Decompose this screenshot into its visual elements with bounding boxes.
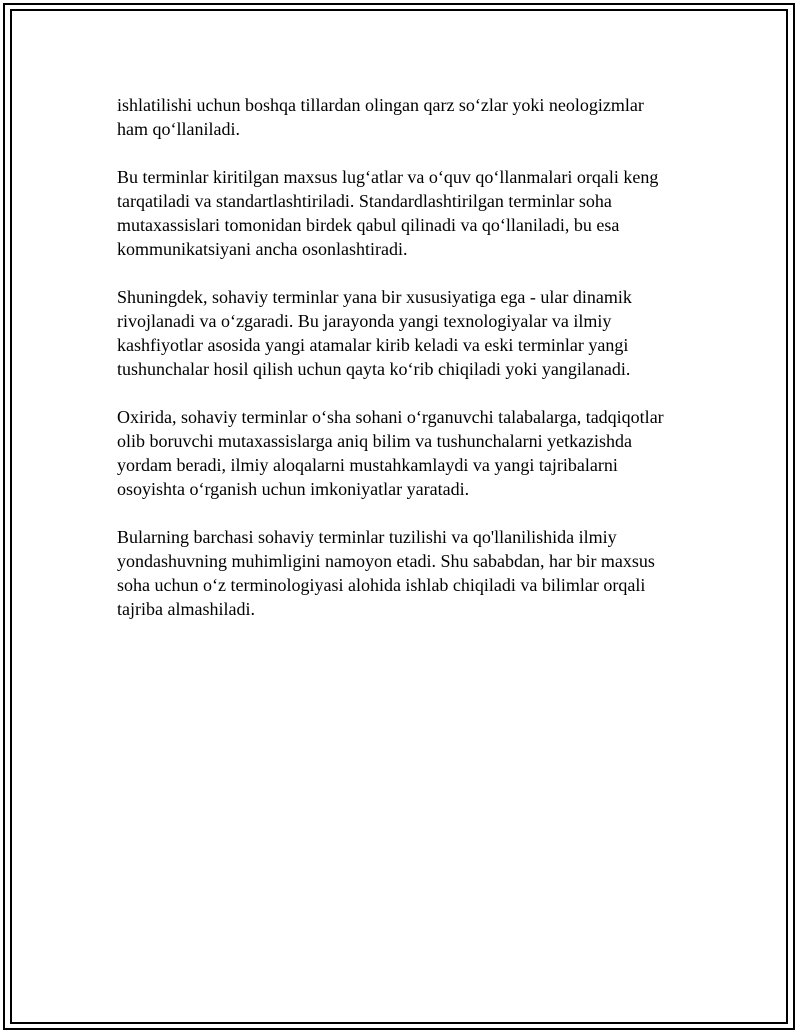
paragraph-4: Oxirida, sohaviy terminlar o‘sha sohani o‘rganuvchi talabalarga, tadqiqotlar olib boruvchi mutaxassislarga aniq bilim va tushunchalarni yetkazishda yordam beradi, ilmiy aloqalarni mustahkamlaydi va yangi tajribalarni osoyishta o‘rganish uchun imkoniyatlar yaratadi. bbox=[117, 407, 664, 499]
paragraph-5: Bularning barchasi sohaviy terminlar tuzilishi va qo'llanilishida ilmiy yondashuvning muhimligini namoyon etadi. Shu sababdan, har bir maxsus soha uchun o‘z terminologiyasi alohida ishlab chiqiladi va bilimlar orqali tajriba almashiladi. bbox=[117, 527, 655, 619]
document-body bbox=[117, 93, 697, 645]
paragraph-3: Shuningdek, sohaviy terminlar yana bir xususiyatiga ega - ular dinamik rivojlanadi va o‘zgaradi. Bu jarayonda yangi texnologiyalar va ilmiy kashfiyotlar asosida yangi atamalar kirib keladi va eski terminlar yangi tushunchalar hosil qilish uchun qayta ko‘rib chiqiladi yoki yangilanadi. bbox=[117, 287, 632, 379]
paragraph-2: Bu terminlar kiritilgan maxsus lug‘atlar va o‘quv qo‘llanmalari orqali keng tarqatiladi va standartlashtiriladi. Standardlashtirilgan terminlar soha mutaxassislari tomonidan birdek qabul qilinadi va qo‘llaniladi, bu esa kommunikatsiyani ancha osonlashtiradi. bbox=[117, 167, 659, 259]
paragraph-1: ishlatilishi uchun boshqa tillardan olingan qarz so‘zlar yoki neologizmlar ham qo‘llaniladi. bbox=[117, 95, 644, 139]
